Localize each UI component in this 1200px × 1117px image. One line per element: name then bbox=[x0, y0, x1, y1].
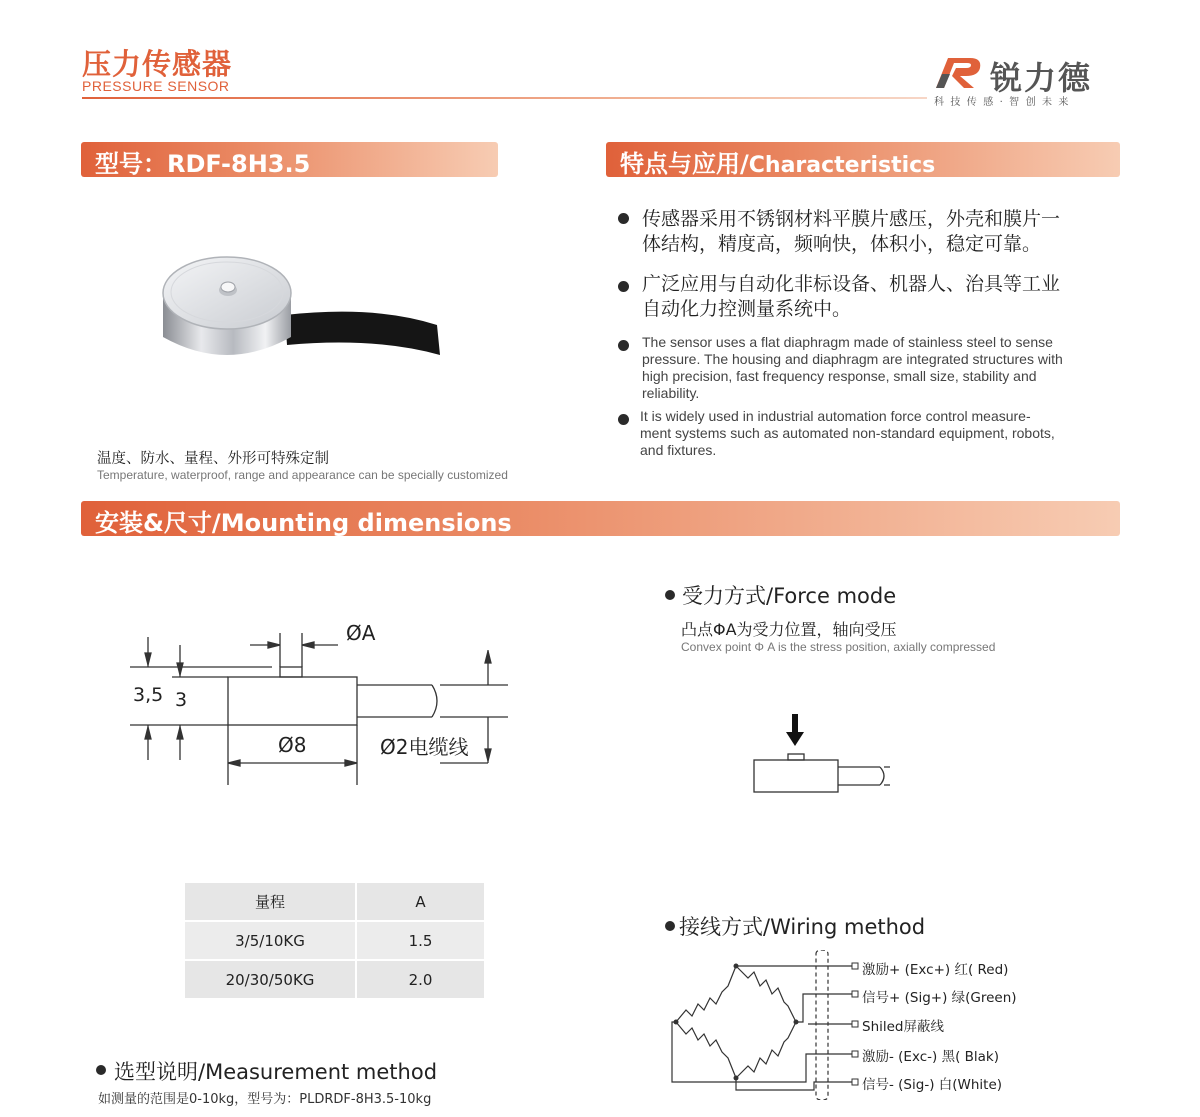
brand-slogan: 科技传感·智创未来 bbox=[934, 97, 1075, 108]
header-divider bbox=[82, 97, 927, 99]
measurement-title: 选型说明/Measurement method bbox=[114, 1060, 438, 1084]
characteristics-label-cn: 特点与应用/ bbox=[620, 150, 749, 178]
force-mode-desc-en: Convex point Φ A is the stress position, axially compressed bbox=[681, 640, 996, 654]
page-title: 压力传感器 bbox=[82, 47, 233, 81]
force-mode-title: 受力方式/Force mode bbox=[682, 584, 897, 608]
force-mode-diagram bbox=[748, 712, 898, 796]
wire-label-sig-minus: 信号- (Sig-) 白(White) bbox=[862, 1077, 1003, 1093]
characteristic-cn-2 bbox=[642, 272, 1060, 322]
force-arrow-icon bbox=[786, 732, 804, 746]
model-bar bbox=[81, 142, 498, 177]
characteristics-bar bbox=[606, 142, 1120, 177]
bullet-dot bbox=[96, 1065, 106, 1075]
characteristic-en-1-line1: The sensor uses a flat diaphragm made of stainless steel to sense bbox=[642, 334, 1053, 350]
table-cell-range: 20/30/50KG bbox=[185, 960, 356, 998]
table-header-range: 量程 bbox=[185, 883, 356, 921]
characteristic-en-1 bbox=[642, 334, 1063, 402]
table-cell-range: 3/5/10KG bbox=[185, 921, 356, 960]
mounting-label: 安装&尺寸/Mounting dimensions bbox=[95, 509, 512, 537]
dim-height-body-label: 3 bbox=[175, 689, 188, 711]
sensor-product-image bbox=[155, 245, 455, 375]
custom-note-en: Temperature, waterproof, range and appearance can be specially customized bbox=[97, 468, 508, 482]
bullet-dot bbox=[618, 340, 629, 351]
table-header-row bbox=[185, 883, 484, 921]
bullet-dot bbox=[665, 590, 675, 600]
wire-label-exc-plus: 激励+ (Exc+) 红( Red) bbox=[862, 962, 1009, 978]
bullet-dot bbox=[618, 281, 629, 292]
bullet-dot bbox=[618, 414, 629, 425]
characteristic-en-1-line2: pressure. The housing and diaphragm are integrated structures with bbox=[642, 351, 1063, 367]
characteristic-en-2-line1: It is widely used in industrial automation force control measure- bbox=[640, 408, 1031, 424]
characteristic-cn-2-line2: 自动化力控测量系统中。 bbox=[642, 298, 852, 320]
characteristics-label bbox=[620, 144, 935, 179]
bullet-dot bbox=[618, 213, 629, 224]
characteristic-en-1-line4: reliability. bbox=[642, 385, 700, 401]
characteristic-en-1-line3: high precision, fast frequency response, small size, stability and bbox=[642, 368, 1037, 384]
wire-label-sig-plus: 信号+ (Sig+) 绿(Green) bbox=[862, 990, 1017, 1006]
dim-cable-label: Ø2电缆线 bbox=[380, 735, 469, 759]
characteristic-cn-1 bbox=[642, 207, 1060, 257]
characteristics-label-en: Characteristics bbox=[748, 153, 936, 178]
table-row bbox=[185, 960, 484, 998]
table-cell-a: 2.0 bbox=[356, 960, 484, 998]
brand-name: 锐力德 bbox=[990, 59, 1093, 97]
wire-label-shield: Shiled屏蔽线 bbox=[862, 1019, 945, 1035]
table-header-a: A bbox=[356, 883, 484, 921]
measurement-desc: 如测量的范围是0-10kg，型号为：PLDRDF-8H3.5-10kg bbox=[98, 1092, 432, 1107]
force-mode-desc-cn: 凸点ΦA为受力位置，轴向受压 bbox=[681, 620, 897, 639]
characteristic-en-2-line2: ment systems such as automated non-standard equipment, robots, bbox=[640, 425, 1055, 441]
characteristic-cn-1-line2: 体结构，精度高，频响快，体积小，稳定可靠。 bbox=[642, 233, 1042, 255]
characteristic-cn-1-line1: 传感器采用不锈钢材料平膜片感压，外壳和膜片一 bbox=[642, 208, 1061, 230]
table-row bbox=[185, 921, 484, 960]
model-label: 型号：RDF-8H3.5 bbox=[95, 150, 311, 178]
dim-height-total-label: 3,5 bbox=[133, 684, 164, 706]
bullet-dot bbox=[665, 921, 675, 931]
dim-a-label: ØA bbox=[346, 621, 376, 645]
characteristic-cn-2-line1: 广泛应用与自动化非标设备、机器人、治具等工业 bbox=[642, 273, 1061, 295]
brand-logo-icon bbox=[934, 54, 986, 90]
wiring-diagram bbox=[668, 950, 868, 1100]
dim-diameter-label: Ø8 bbox=[278, 733, 307, 757]
mounting-bar bbox=[81, 501, 1120, 536]
characteristic-en-2-line3: and fixtures. bbox=[640, 442, 717, 458]
wiring-title: 接线方式/Wiring method bbox=[679, 915, 926, 939]
range-table bbox=[185, 883, 484, 998]
table-cell-a: 1.5 bbox=[356, 921, 484, 960]
characteristic-en-2 bbox=[640, 408, 1055, 459]
page-subtitle: PRESSURE SENSOR bbox=[82, 78, 230, 94]
custom-note-cn: 温度、防水、量程、外形可特殊定制 bbox=[97, 451, 329, 467]
wire-label-exc-minus: 激励- (Exc-) 黑( Blak) bbox=[862, 1049, 999, 1065]
